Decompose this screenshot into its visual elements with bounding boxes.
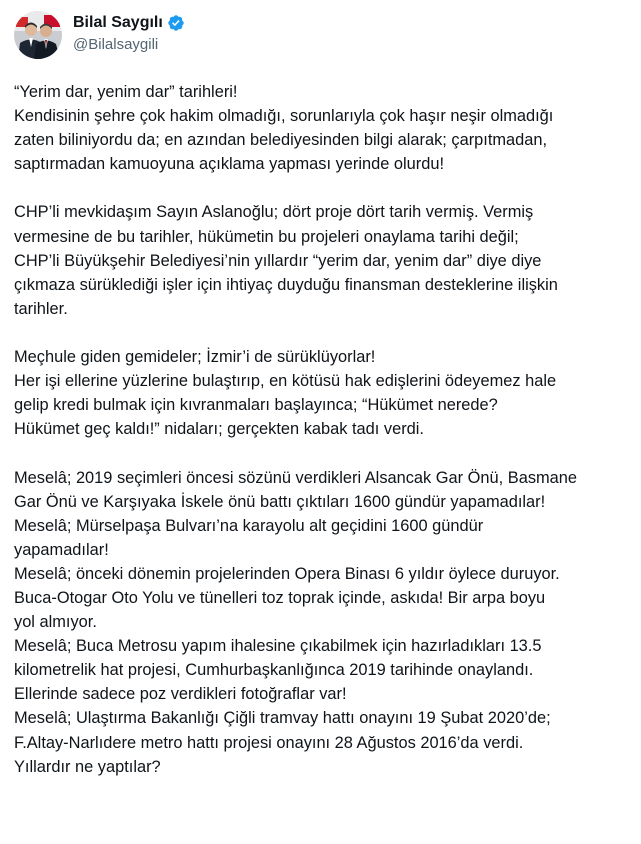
tweet-text-line: yapamadılar!: [14, 540, 109, 559]
tweet-text-line: Meçhule giden gemideler; İzmir’i de sürüklüyorlar!: [14, 348, 376, 367]
tweet-text-line: gelip kredi bulmak için kıvranmaları başlayınca; “Hükümet nerede?: [14, 396, 498, 415]
author-names: [73, 12, 185, 53]
tweet-text-line: vermesine de bu tarihler, hükümetin bu projeleri onaylama tarihi değil;: [14, 227, 519, 246]
tweet-text-line: çıkmaza sürüklediği işler için ihtiyaç duyduğu finansman desteklerine ilişkin: [14, 275, 558, 294]
tweet-text-line: Ellerinde sadece poz verdikleri fotoğraflar var!: [14, 685, 347, 704]
tweet-text-line: Meselâ; Buca Metrosu yapım ihalesine çıkabilmek için hazırladıkları 13.5: [14, 637, 542, 656]
tweet-text-line: Buca-Otogar Oto Yolu ve tünelleri toz toprak içinde, askıda! Bir arpa boyu: [14, 588, 546, 607]
tweet-text-line: kilometrelik hat projesi, Cumhurbaşkanlığınca 2019 tarihinde onaylandı.: [14, 661, 534, 680]
tweet-text-line: CHP’li mevkidaşım Sayın Aslanoğlu; dört proje dört tarih vermiş. Vermiş: [14, 203, 534, 222]
tweet-text-line: Kendisinin şehre çok hakim olmadığı, sorunlarıyla çok haşır neşir olmadığı: [14, 107, 554, 126]
tweet-text-line: Meselâ; Mürselpaşa Bulvarı’na karayolu alt geçidini 1600 gündür: [14, 516, 484, 535]
verified-badge-icon[interactable]: [167, 14, 185, 32]
paragraph-gap: [14, 441, 636, 465]
avatar[interactable]: [14, 11, 62, 59]
tweet-text-line: Meselâ; önceki dönemin projelerinden Opera Binası 6 yıldır öylece duruyor.: [14, 564, 560, 583]
tweet-text-line: Hükümet geç kaldı!” nidaları; gerçekten kabak tadı verdi.: [14, 420, 424, 439]
tweet-text-line: Meselâ; 2019 seçimleri öncesi sözünü verdikleri Alsancak Gar Önü, Basmane: [14, 468, 578, 487]
tweet-text-line: Her işi ellerine yüzlerine bulaştırıp, en kötüsü hak edişlerini ödeyemez hale: [14, 372, 557, 391]
name-row: [73, 12, 185, 34]
tweet-text-line: Yıllardır ne yaptılar?: [14, 757, 161, 776]
tweet-text-line: yol almıyor.: [14, 613, 97, 632]
tweet-text-line: CHP’li Büyükşehir Belediyesi’nin yıllardır “yerim dar, yenim dar” diye diye: [14, 251, 542, 270]
author-display-name[interactable]: Bilal Saygılı: [73, 14, 163, 31]
tweet-text-line: Meselâ; Ulaştırma Bakanlığı Çiğli tramvay hattı onayını 19 Şubat 2020’de;: [14, 709, 551, 728]
author-handle[interactable]: @Bilalsaygili: [73, 36, 159, 53]
paragraph-gap: [14, 321, 636, 345]
tweet-text-line: zaten biliniyordu da; en azından belediyesinden bilgi alarak; çarpıtmadan,: [14, 131, 548, 150]
paragraph-gap: [14, 176, 636, 200]
tweet-text-line: “Yerim dar, yenim dar” tarihleri!: [14, 83, 238, 101]
tweet-header: [14, 11, 185, 59]
tweet-text-line: saptırmadan kamuoyuna açıklama yapması yerinde olurdu!: [14, 155, 445, 174]
tweet-text-line: tarihler.: [14, 299, 68, 318]
tweet-text-line: Gar Önü ve Karşıyaka İskele önü battı çıktıları 1600 gündür yapamadılar!: [14, 492, 546, 511]
tweet-text-line: F.Altay-Narlıdere metro hattı projesi onayını 28 Ağustos 2016’da verdi.: [14, 733, 524, 752]
profile-photo-icon: [14, 11, 62, 59]
tweet-text: [14, 80, 636, 779]
